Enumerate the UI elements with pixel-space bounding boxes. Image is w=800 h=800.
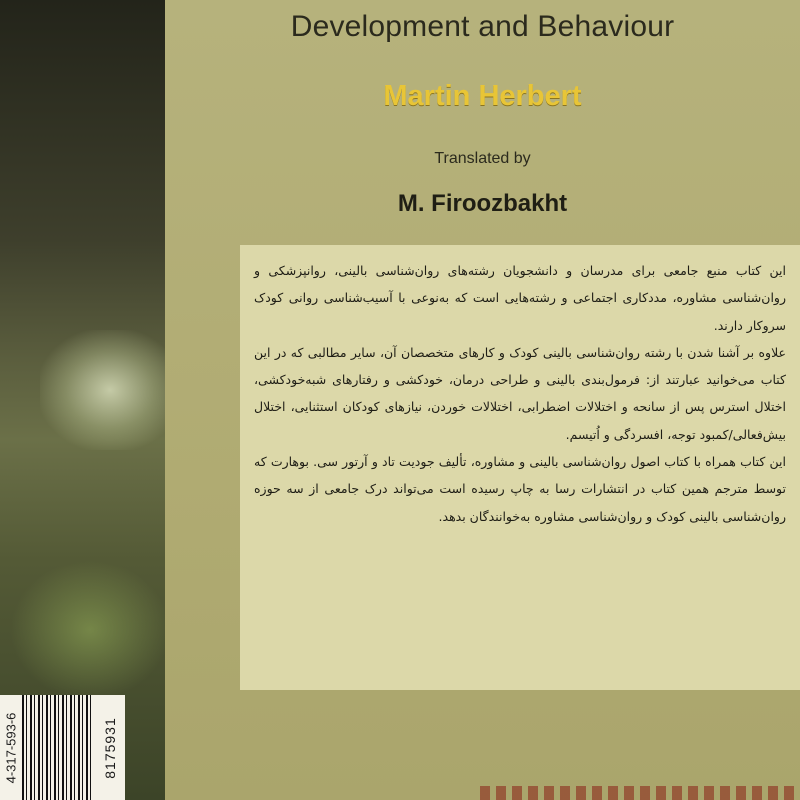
barcode-bars [22, 695, 92, 800]
ean-number: 8175931 [102, 716, 118, 779]
description-paragraph-2: علاوه بر آشنا شدن با رشته روان‌شناسی بالینی کودک و کارهای متخصصان آن، سایر مطالبی که در این کتاب می‌خوانید عبارتند از: فرمول‌بندی بالینی و طراحی درمان، خودکشی و رفتارهای شبه‌خودکشی، اختلال استرس پس از سانحه و اختلالات اضطرابی، اختلالات خوردن، نیازهای کودکان استثنایی، اختلال بیش‌فعالی/کمبود توجه، افسردگی و اُتیسم. [254, 344, 786, 442]
description-paragraph-3: این کتاب همراه با کتاب اصول روان‌شناسی بالینی و مشاوره، تألیف جودیت تاد و آرتور سی. بوهارت که توسط مترجم همین کتاب در انتشارات رسا به چاپ رسیده است می‌تواند درک جامعی از سه حوزه روان‌شناسی بالینی کودک و روان‌شناسی مشاوره به‌خوانندگان بدهد. [254, 454, 786, 524]
isbn-number: 4-317-593-6 [3, 712, 19, 783]
translated-by-label: Translated by [434, 150, 531, 167]
photo-highlight [40, 330, 165, 450]
description-box [240, 245, 800, 690]
translator-name: M. Firoozbakht [397, 190, 568, 217]
cover-photo-strip [0, 0, 165, 800]
description-paragraph-1: این کتاب منبع جامعی برای مدرسان و دانشجویان رشته‌های روان‌شناسی بالینی، روانپزشکی و روان‌شناسی مشاوره، مددکاری اجتماعی و رشته‌هایی است که به‌نوعی با آسیب‌شناسی روانی کودک سروکار دارند. [254, 263, 786, 333]
isbn-barcode [0, 695, 125, 800]
photo-grass-highlight [10, 560, 165, 700]
bottom-edge-text-strip [480, 786, 800, 800]
author-name: Martin Herbert [383, 80, 582, 112]
book-subtitle: Development and Behaviour [290, 10, 675, 43]
